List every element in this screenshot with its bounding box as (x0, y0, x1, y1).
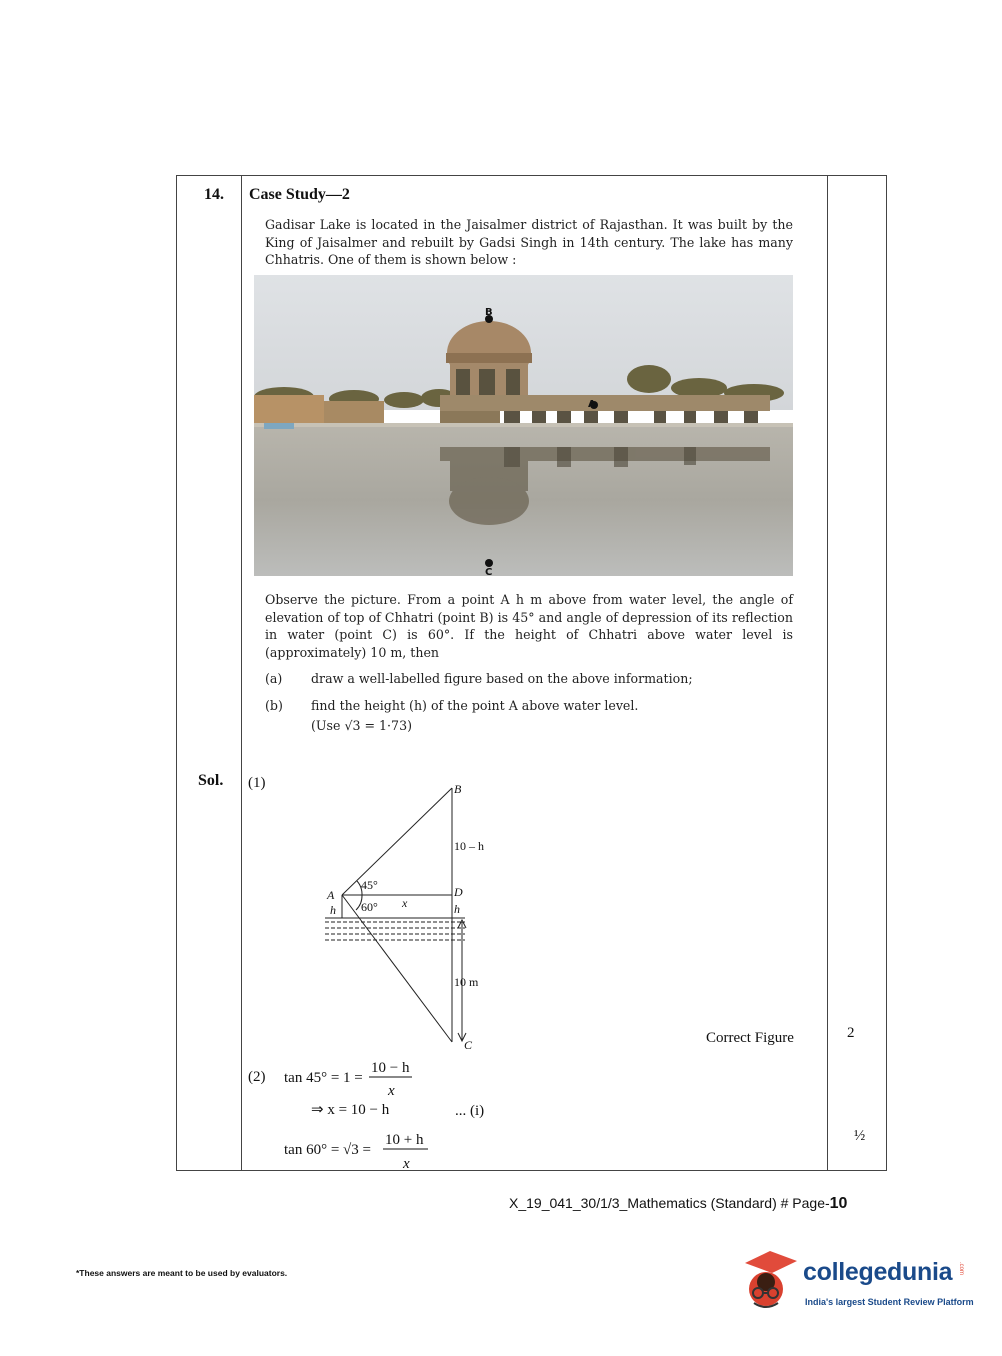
part-a-text: draw a well-labelled figure based on the above information; (311, 671, 693, 686)
page-reference (509, 1195, 847, 1213)
eq3-numerator: 10 + h (385, 1132, 424, 1148)
use-note: (Use √3 = 1·73) (311, 718, 412, 733)
step1-label: (1) (248, 775, 266, 791)
eq3-denominator: x (403, 1156, 410, 1172)
eq1-denominator: x (388, 1083, 395, 1099)
part-a-label: (a) (265, 671, 283, 686)
solution-label: Sol. (198, 772, 224, 789)
lake-photo (254, 275, 793, 576)
column-divider-right (827, 176, 828, 1170)
eq3-left: tan 60° = √3 = (284, 1142, 371, 1158)
question-observation: Observe the picture. From a point A h m above from water level, the angle of elevation of top of Chhatri (point B) is 45° and angle of depression of its reflection in water (point C) is 60°. If the height of Chhatri above water level is (approximately) 10 m, then (265, 592, 793, 660)
correct-figure-label: Correct Figure (706, 1030, 794, 1046)
brand-name: collegedunia (803, 1258, 953, 1286)
fig-label-10m: 10 m (454, 975, 479, 989)
eq2-ref: ... (i) (455, 1103, 485, 1119)
fig-label-angle-down: 60° (361, 900, 378, 914)
question-number: 14. (204, 186, 224, 203)
page-number: 10 (829, 1195, 848, 1212)
part-b-label: (b) (265, 698, 283, 713)
fig-label-bd: 10 – h (454, 839, 484, 853)
eq1-left: tan 45° = 1 = (284, 1070, 363, 1086)
brand-tagline: India's largest Student Review Platform (805, 1297, 974, 1307)
fig-label-x: x (402, 896, 408, 910)
disclaimer: *These answers are meant to be used by evaluators. (76, 1268, 288, 1278)
eq2: ⇒ x = 10 − h (311, 1102, 390, 1118)
eq1-numerator: 10 − h (371, 1060, 410, 1076)
column-divider-left (241, 176, 242, 1170)
part-b-text: find the height (h) of the point A above water level. (311, 698, 639, 713)
page-reference-text: X_19_041_30/1/3_Mathematics (Standard) # Page- (509, 1195, 830, 1211)
fig-label-d: D (454, 885, 463, 899)
photo-label-b: B (485, 307, 493, 318)
fig-label-a: A (327, 888, 335, 902)
fig-label-h-right: h (454, 902, 460, 916)
fig-label-b: B (454, 782, 462, 796)
photo-label-a: A (588, 399, 596, 410)
half-mark: ½ (854, 1128, 866, 1144)
brand-domain: .com (958, 1262, 964, 1276)
step2-label: (2) (248, 1069, 266, 1085)
photo-label-c: C (485, 567, 493, 576)
solution-equations (248, 1052, 548, 1177)
question-intro: Gadisar Lake is located in the Jaisalmer district of Rajasthan. It was built by the King of Jaisalmer and rebuilt by Gadsi Singh in 14th century. The lake has many Chhatris. One of them is shown below : (265, 217, 793, 267)
fig-label-c: C (464, 1038, 473, 1052)
fig-label-h-left: h (330, 903, 336, 917)
solution-figure (315, 775, 515, 1055)
correct-figure-marks: 2 (847, 1025, 855, 1041)
fig-label-angle-up: 45° (361, 878, 378, 892)
question-title: Case Study—2 (249, 186, 350, 203)
